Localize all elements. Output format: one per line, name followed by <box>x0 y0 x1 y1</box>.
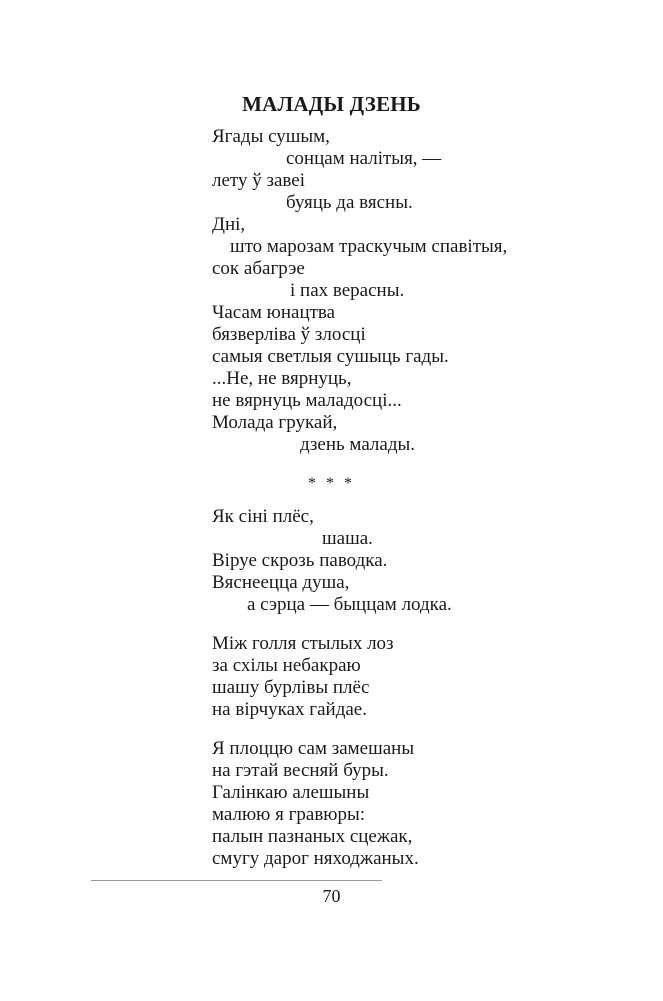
poem-maladу-dzen <box>212 126 632 456</box>
poem-line: а сэрца — быццам лодка. <box>247 594 452 615</box>
poem-line: Молада грукай, <box>212 412 338 433</box>
poem-title: МАЛАДЫ ДЗЕНЬ <box>242 92 421 116</box>
poem-line: бязверліва ў злосці <box>212 324 366 345</box>
poem-line: смугу дарог няходжаных. <box>212 848 419 869</box>
poem-line: палын пазнаных сцежак, <box>212 826 413 847</box>
poem-stanza-3 <box>212 738 632 870</box>
poem-line: дзень малады. <box>300 434 416 455</box>
poem-line: Вяснеецца душа, <box>212 572 350 593</box>
poem-stanza-2 <box>212 633 632 721</box>
page-number: 70 <box>322 886 341 906</box>
poem-stanza-1 <box>212 506 632 616</box>
poem-line: сонцам налітыя, — <box>286 148 442 169</box>
poem-line: і пах верасны. <box>290 280 405 301</box>
poem-line: буяць да вясны. <box>286 192 413 213</box>
poem-line: малюю я гравюры: <box>212 804 366 825</box>
section-separator: * * * <box>308 475 355 492</box>
poem-line: Часам юнацтва <box>212 302 336 323</box>
poem-line: Дні, <box>212 214 246 235</box>
poem-line: Як сіні плёс, <box>212 506 314 527</box>
footer-divider <box>91 880 382 881</box>
poem-line: што марозам траскучым спавітыя, <box>230 236 508 257</box>
poem-line: не вярнуць маладосці... <box>212 390 402 411</box>
poem-line: на гэтай весняй буры. <box>212 760 389 781</box>
poem-line: шаша. <box>322 528 373 549</box>
poem-line: шашу бурлівы плёс <box>212 677 370 698</box>
poem-line: Галінкаю алешыны <box>212 782 370 803</box>
poem-line: за схілы небакраю <box>212 655 361 676</box>
poem-line: Віруе скрозь паводка. <box>212 550 388 571</box>
poem-line: Я плоццю сам замешаны <box>212 738 415 759</box>
poem-line: сок абагрэе <box>212 258 305 279</box>
poem-line: Ягады сушым, <box>212 126 330 147</box>
poem-line: Між голля стылых лоз <box>212 633 394 654</box>
poem-line: лету ў завеі <box>212 170 305 191</box>
poem-line: на вірчуках гайдае. <box>212 699 367 720</box>
poem-line: самыя светлыя сушыць гады. <box>212 346 449 367</box>
poem-line: ...Не, не вярнуць, <box>212 368 352 389</box>
